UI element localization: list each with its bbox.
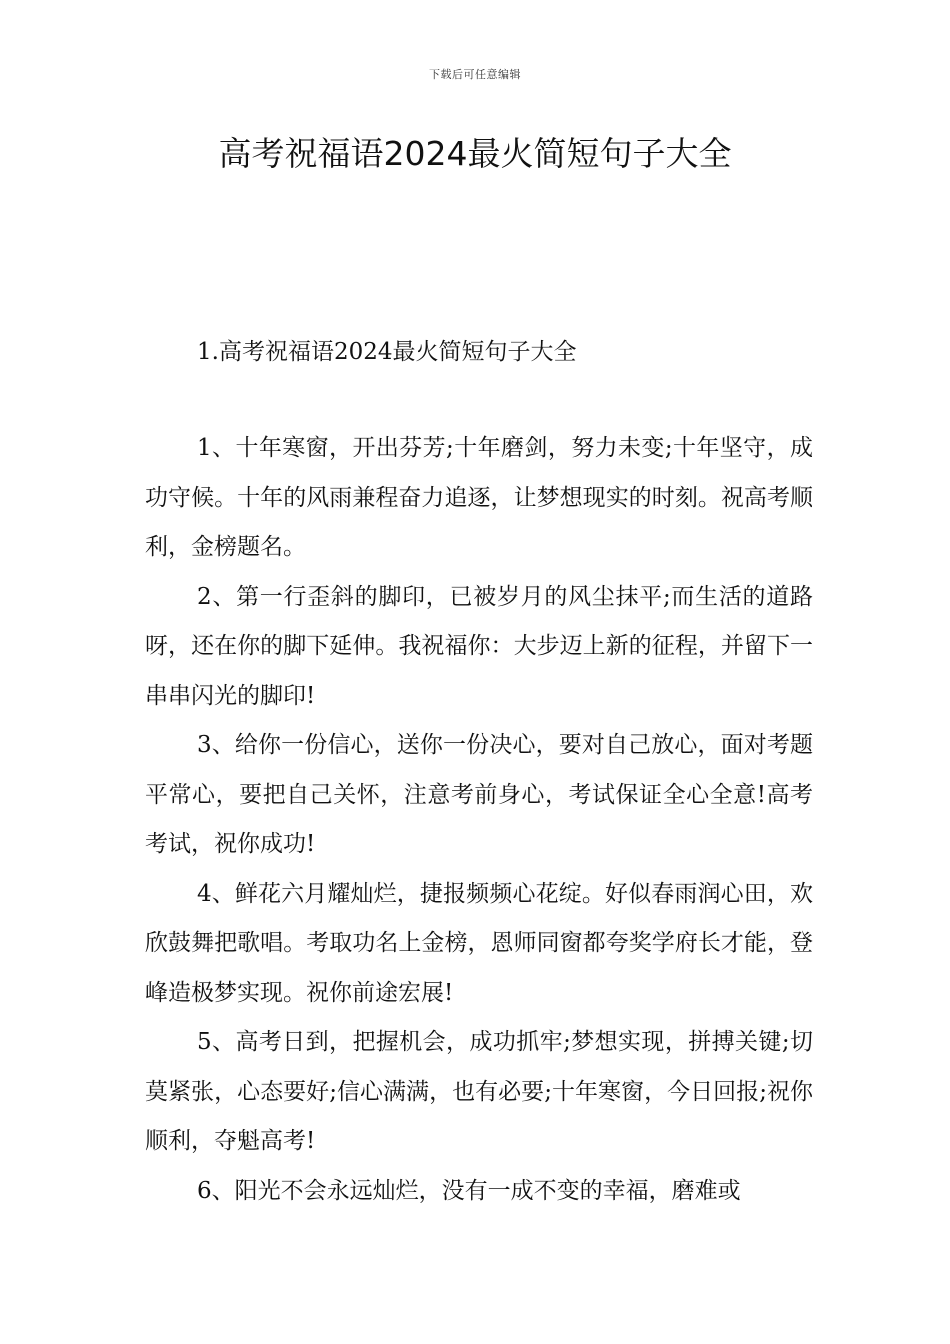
paragraph-5: 5、高考日到，把握机会，成功抓牢;梦想实现，拼搏关键;切莫紧张，心态要好;信心满满，也有必要;十年寒窗，今日回报;祝你顺利，夺魁高考!: [145, 1029, 813, 1154]
section-heading: 1.高考祝福语2024最火简短句子大全: [197, 339, 577, 365]
paragraph-1: 1、十年寒窗，开出芬芳;十年磨剑，努力未变;十年坚守，成功守候。十年的风雨兼程奋力追逐，让梦想现实的时刻。祝高考顺利，金榜题名。: [145, 435, 813, 560]
paragraph-2: 2、第一行歪斜的脚印，已被岁月的风尘抹平;而生活的道路呀，还在你的脚下延伸。我祝福你：大步迈上新的征程，并留下一串串闪光的脚印!: [145, 583, 813, 709]
document-title: 高考祝福语2024最火简短句子大全: [218, 134, 732, 173]
header-note: 下载后可任意编辑: [429, 68, 521, 81]
paragraph-4: 4、鲜花六月耀灿烂，捷报频频心花绽。好似春雨润心田，欢欣鼓舞把歌唱。考取功名上金榜，恩师同窗都夸奖学府长才能，登峰造极梦实现。祝你前途宏展!: [145, 880, 813, 1006]
paragraph-6: 6、阳光不会永远灿烂，没有一成不变的幸福，磨难或: [197, 1177, 741, 1204]
body-text: [145, 424, 813, 1216]
paragraph-3: 3、给你一份信心，送你一份决心，要对自己放心，面对考题平常心，要把自己关怀，注意考前身心，考试保证全心全意!高考考试，祝你成功!: [145, 732, 813, 857]
